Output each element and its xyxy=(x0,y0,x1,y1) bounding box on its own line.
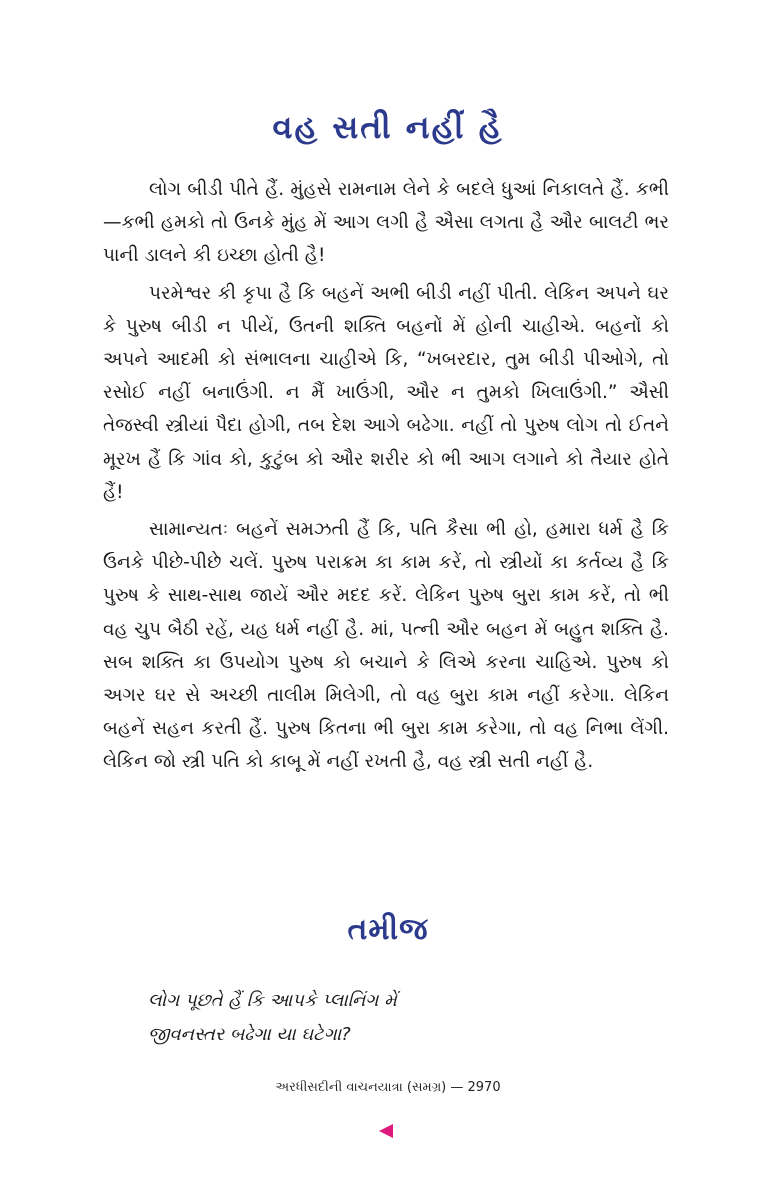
section-title: વહ સતી નહીં હૈ xyxy=(272,108,504,146)
paragraph: પરમેશ્વર કી કૃપા હૈ કિ બહનેં અભી બીડી નહીં પીતી. લેકિન અપને ઘર કે પુરુષ બીડી ન પીયેં, ઉતની શક્તિ બહનોં મેં હોની ચાહીએ. બહનોં કો અપને આદમી કો સંભાલના ચાહીએ કિ, “ખબરદાર, તુમ બીડી પીઓગે, તો રસોઈ નહીં બનાઉંગી. ન મૈં ખાઉંગી, ઔર ન તુમકો ખિલાઉંગી.” ઐસી તેજસ્વી સ્ત્રીયાં પૈદા હોગી, તબ દેશ આગે બઢેગા. નહીં તો પુરુષ લોગ તો ઈતને મૂરખ હૈં કિ ગાંવ કો, કુટુંબ કો ઔર શરીર કો ભી આગ લગાને કો તૈયાર હોતે હૈં! xyxy=(103,282,669,503)
paragraph: સામાન્યતઃ બહનેં સમઝતી હૈં કિ, પતિ કૈસા ભી હો, હમારા ધર્મ હૈ કિ ઉનકે પીછે-પીછે ચલેં. પુરુષ પરાક્રમ કા કામ કરેં, તો સ્ત્રીયોં કા કર્તવ્ય હૈ કિ પુરુષ કે સાથ-સાથ જાયેં ઔર મદદ કરેં. લેકિન પુરુષ બુરા કામ કરેં, તો ભી વહ ચુપ બૈઠી રહેં, યહ ધર્મ નહીં હૈ. માં, પત્ની ઔર બહન મેં બહુત શક્તિ હૈ. સબ શક્તિ કા ઉપયોગ પુરુષ કો બચાને કે લિએ કરના ચાહિએ. પુરુષ કો અગર ઘર સે અચ્છી તાલીમ મિલેગી, તો વહ બુરા કામ નહીં કરેગા. લેકિન બહનેં સહન કરતી હૈં. પુરુષ કિતના ભી બુરા કામ કરેગા, તો વહ નિભા લેંગી. લેકિન જો સ્ત્રી પતિ કો કાબૂ મેં નહીં રખતી હૈ, વહ સ્ત્રી સતી નહીં હૈ. xyxy=(103,519,669,773)
section-body xyxy=(103,173,669,783)
paragraph: લોગ બીડી પીતે હૈં. મુંહસે રામનામ લેને કે બદલે ધુઆં નિકાલતે હૈં. કભી—કભી હમકો તો ઉનકે મુંહ મેં આગ લગી હૈ ઐસા લગતા હૈ ઔર બાલટી ભર પાની ડાલને કી ઇચ્છા હોતી હૈ! xyxy=(103,179,669,267)
quote-line: લોગ પૂછતે હૈં કિ આપકે પ્લાનિંગ મેં xyxy=(148,990,397,1011)
subsection-title: તમીજ xyxy=(347,912,429,947)
quote-block xyxy=(148,984,668,1052)
quote-line: જીવનસ્તર બઢેગા યા ઘટેગા? xyxy=(148,1024,351,1045)
previous-page-arrow-icon[interactable] xyxy=(379,1124,393,1138)
page-footer: અરધીસદીની વાચનયાત્રા (સમગ્ર) — 2970 xyxy=(275,1080,501,1095)
